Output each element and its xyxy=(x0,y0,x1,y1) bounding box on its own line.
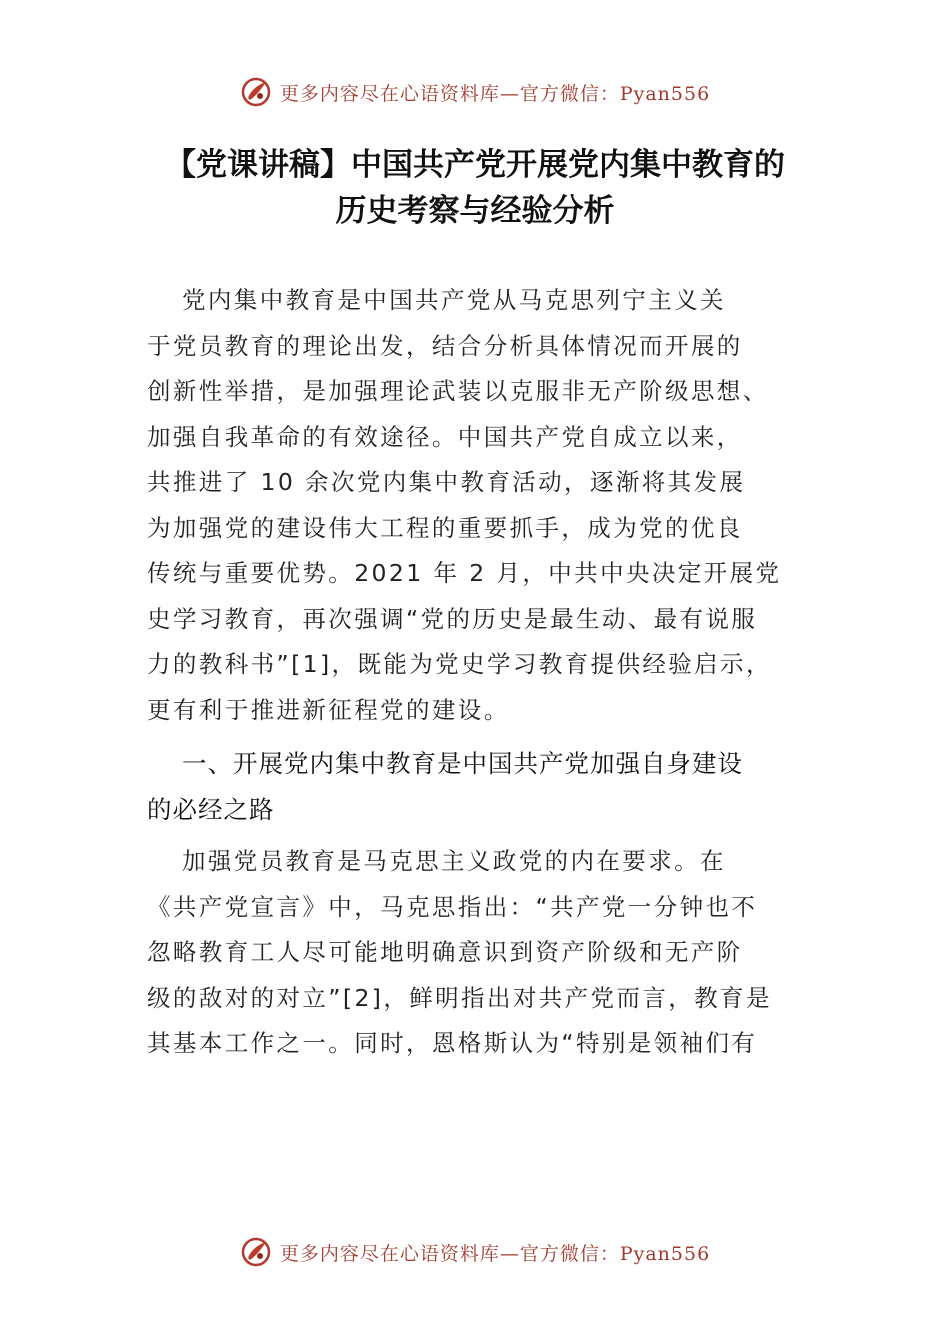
banner-text: 更多内容尽在心语资料库—官方微信：Pyan556 xyxy=(279,1242,711,1265)
text-line: 为加强党的建设伟大工程的重要抓手，成为党的优良 xyxy=(147,513,743,542)
text-line: 传统与重要优势。2021 年 2 月，中共中央决定开展党 xyxy=(147,559,782,587)
title-line-1: 【党课讲稿】中国共产党开展党内集中教育的 xyxy=(165,147,785,183)
text-line: 加强自我革命的有效途径。中国共产党自成立以来， xyxy=(147,422,743,451)
header-banner xyxy=(0,72,950,112)
text-line: 更有利于推进新征程党的建设。 xyxy=(147,695,510,724)
text-line: 创新性举措，是加强理论武装以克服非无产阶级思想、 xyxy=(147,377,769,405)
text-line: 《共产党宣言》中，马克思指出：“共产党一分钟也不 xyxy=(147,892,758,921)
text-line: 于党员教育的理论出发，结合分析具体情况而开展的 xyxy=(147,331,743,360)
page-title xyxy=(60,142,890,234)
banner-text: 更多内容尽在心语资料库—官方微信：Pyan556 xyxy=(279,82,711,105)
logo-icon xyxy=(240,76,272,108)
heading-line: 一、开展党内集中教育是中国共产党加强自身建设 xyxy=(182,749,743,778)
logo-icon xyxy=(240,1236,272,1268)
document-body xyxy=(147,278,812,1067)
text-line: 党内集中教育是中国共产党从马克思列宁主义关 xyxy=(182,286,726,314)
text-line: 史学习教育，再次强调“党的历史是最生动、最有说服 xyxy=(147,604,758,633)
text-line: 忽略教育工人尽可能地明确意识到资产阶级和无产阶 xyxy=(147,938,743,966)
title-line-2: 历史考察与经验分析 xyxy=(335,193,615,229)
section-heading xyxy=(147,741,812,833)
text-line: 力的教科书”[1]，既能为党史学习教育提供经验启示， xyxy=(147,650,772,678)
paragraph-2 xyxy=(147,839,812,1067)
text-line: 其基本工作之一。同时，恩格斯认为“特别是领袖们有 xyxy=(147,1029,758,1057)
text-line: 共推进了 10 余次党内集中教育活动，逐渐将其发展 xyxy=(147,468,746,496)
footer-banner xyxy=(0,1232,950,1272)
text-line: 级的敌对的对立”[2]，鲜明指出对共产党而言，教育是 xyxy=(147,983,772,1012)
heading-line: 的必经之路 xyxy=(147,795,275,824)
text-line: 加强党员教育是马克思主义政党的内在要求。在 xyxy=(182,847,726,875)
paragraph-1 xyxy=(147,278,812,733)
